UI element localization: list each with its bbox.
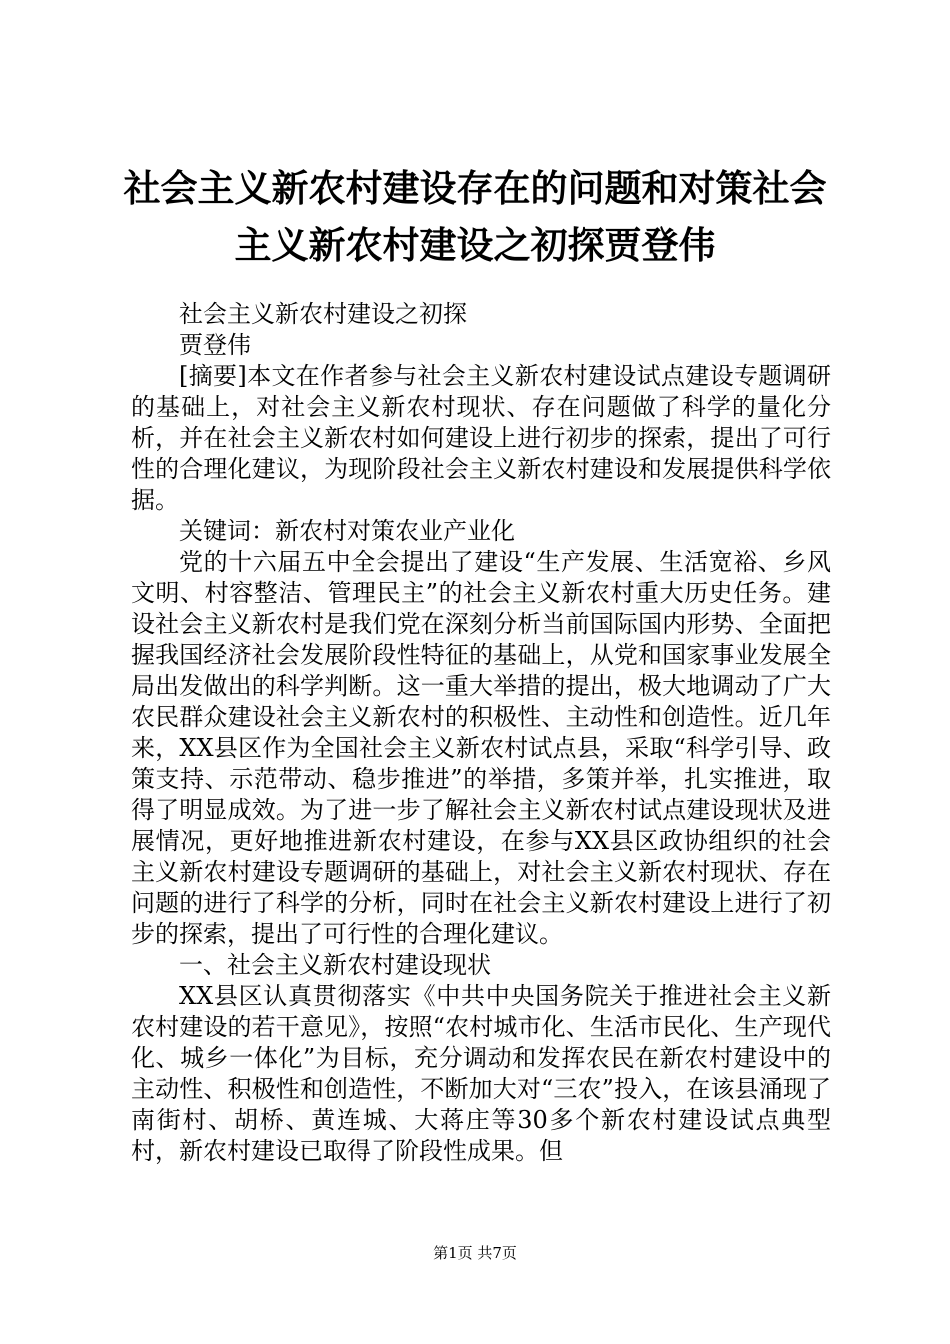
subtitle-paragraph: 社会主义新农村建设之初探 (179, 300, 467, 328)
section-paragraph: XX县区认真贯彻落实《中共中央国务院关于推进社会主义新农村建设的若干意见》，按照“农村城市化、生活市民化、生产现代化、城乡一体化”为目标，充分调动和发挥农民在新农村建设中的主动性、积极性和创造性，不断加大对“三农”投入，在该县涌现了南街村、胡桥、黄连城、大蒋庄等30多个新农村建设试点典型村，新农村建设已取得了阶段性成果。但 (131, 982, 831, 1165)
author-paragraph: 贾登伟 (179, 331, 251, 359)
intro-paragraph: 党的十六届五中全会提出了建设“生产发展、生活宽裕、乡风文明、村容整洁、管理民主”的社会主义新农村重大历史任务。建设社会主义新农村是我们党在深刻分析当前国际国内形势、全面把握我国经济社会发展阶段性特征的基础上，从党和国家事业发展全局出发做出的科学判断。这一重大举措的提出，极大地调动了广大农民群众建设社会主义新农村的积极性、主动性和创造性。近几年来，XX县区作为全国社会主义新农村试点县，采取“科学引导、政策支持、示范带动、稳步推进”的举措，多策并举，扎实推进，取得了明显成效。为了进一步了解社会主义新农村试点建设现状及进展情况，更好地推进新农村建设，在参与XX县区政协组织的社会主义新农村建设专题调研的基础上，对社会主义新农村现状、存在问题的进行了科学的分析，同时在社会主义新农村建设上进行了初步的探索，提出了可行性的合理化建议。 (131, 548, 831, 948)
abstract-paragraph: [摘要]本文在作者参与社会主义新农村建设试点建设专题调研的基础上，对社会主义新农村现状、存在问题做了科学的量化分析，并在社会主义新农村如何建设上进行初步的探索，提出了可行性的合理化建议，为现阶段社会主义新农村建设和发展提供科学依据。 (131, 362, 831, 514)
document-body (131, 299, 831, 1167)
section-heading: 一、社会主义新农村建设现状 (179, 951, 491, 979)
page-footer: 第1页 共7页 (433, 1244, 517, 1262)
keywords-paragraph: 关键词：新农村对策农业产业化 (179, 517, 515, 545)
document-title: 社会主义新农村建设存在的问题和对策社会主义新农村建设之初探贾登伟 (123, 167, 827, 267)
